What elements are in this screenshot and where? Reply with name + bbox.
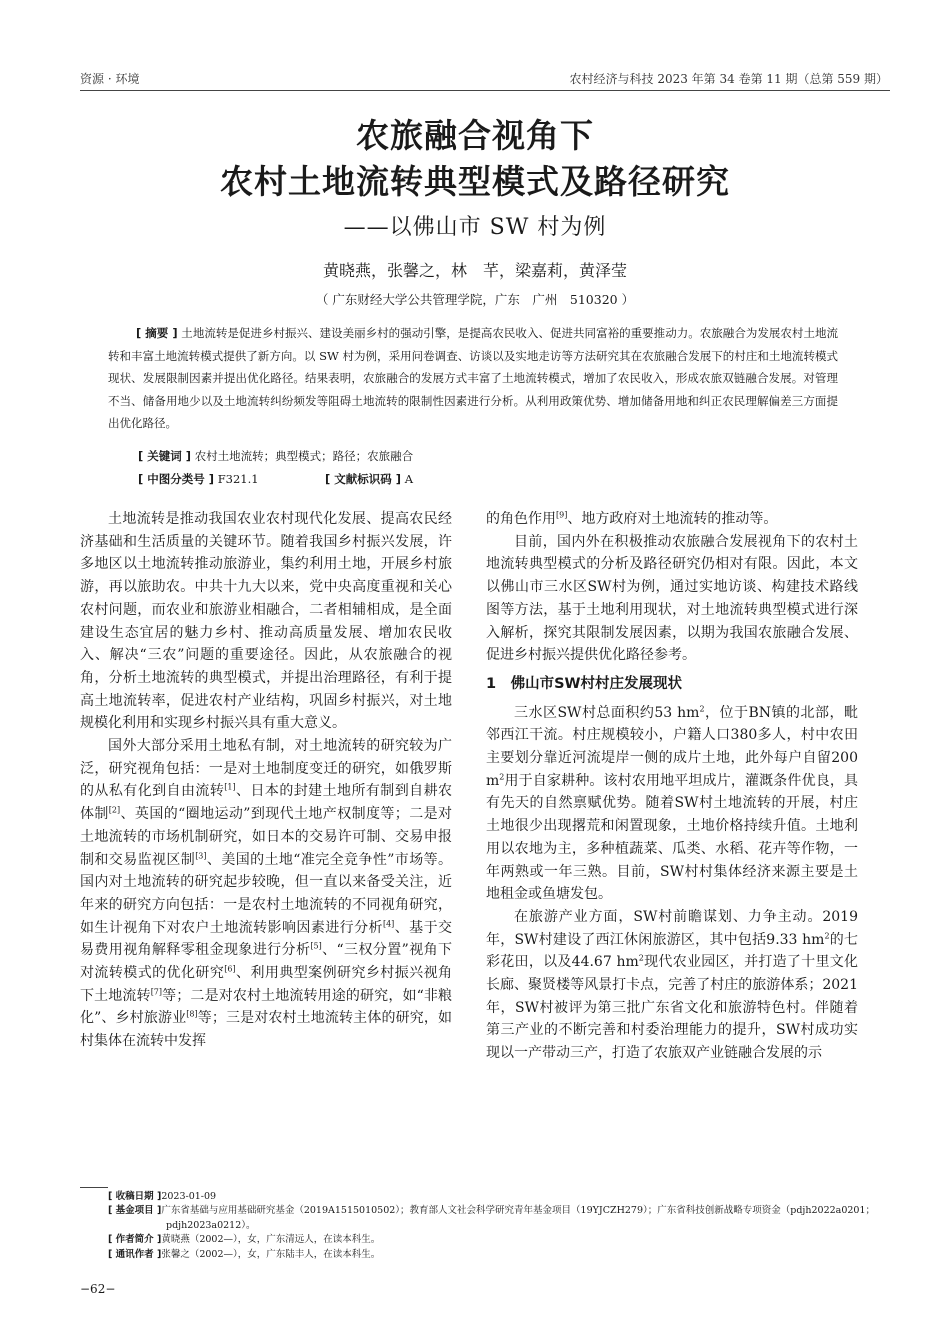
running-header-section: 资源 · 环境 xyxy=(80,72,140,86)
classification-label: [ 中图分类号 ] xyxy=(138,472,215,486)
paragraph-intro: 土地流转是推动我国农业农村现代化发展、提高农民经济基础和生活质量的关键环节。随着我国乡村振兴发展，许多地区以土地流转推动旅游业，集约利用土地，开展乡村旅游，再以旅助农。中共十九大以来，党中央高度重视和关心农村问题，而农业和旅游业相融合，二者相辅相成，是全面建设生态宜居的魅力乡村、推动高质量发展、增加农民收入、解决“三农”问题的重要途径。因此，从农旅融合的视角，分析土地流转的典型模式，并提出治理路径，有利于提高土地流转率，促进农村产业结构，巩固乡村振兴，对土地规模化利用和实现乡村振兴具有重大意义。 xyxy=(80,511,452,732)
subtitle: ——以佛山市 SW 村为例 xyxy=(343,215,607,240)
authors: 黄晓燕，张馨之，林 芊，梁嘉莉，黄泽莹 xyxy=(322,261,627,280)
body-column-left xyxy=(80,508,452,1053)
abstract-label: [ 摘要 ] xyxy=(136,326,178,340)
footnote-author: [ 作者简介 ]黄晓燕（2002—），女，广东清远人，在读本科生。 xyxy=(108,1234,381,1246)
citation: [9] xyxy=(556,510,568,520)
classification xyxy=(138,471,259,487)
affiliation: （ 广东财经大学公共管理学院，广东 广州 510320 ） xyxy=(315,292,635,307)
paragraph-village-overview: 三水区SW村总面积约53 $hm^2$，位于BN镇的北部，毗邻西江干流。村庄规模较小，户籍人口380多人，村中农田主要划分靠近河流堤岸一侧的成片土地，此外每户自留200 $m^2$用于自家耕种。该村农用地平坦成片，灌溉条件优良，具有先天的自然禀赋优势。随着SW村土地流转的开展，村庄土地很少出现撂荒和闲置现象，土地价格持续升值。土地利用以农地为主，多种植蔬菜、瓜类、水稻、花卉等作物，一年两熟或一年三熟。目前，SW村村集体经济来源主要是土地租金或鱼塘发包。 xyxy=(486,703,858,903)
citation: [7] xyxy=(150,987,163,997)
classification-value: F321.1 xyxy=(217,472,259,486)
section-heading-1: 1 佛山市SW村村庄发展现状 xyxy=(486,675,683,692)
keywords-text: 农村土地流转；典型模式；路径；农旅融合 xyxy=(194,449,414,463)
document-code-value: A xyxy=(404,472,413,486)
document-code-label: [ 文献标识码 ] xyxy=(325,472,402,486)
paragraph-continued: 的角色作用[9]、地方政府对土地流转的推动等。 xyxy=(486,510,778,527)
citation: [3] xyxy=(195,850,207,860)
title-line-1: 农旅融合视角下 xyxy=(356,116,594,155)
keywords-label: [ 关键词 ] xyxy=(138,449,192,463)
citation: [1] xyxy=(224,782,236,792)
footnotes xyxy=(108,1190,888,1262)
paragraph-research-gap: 目前，国内外在积极推动农旅融合发展视角下的农村土地流转典型模式的分析及路径研究仍相对有限。因此，本文以佛山市三水区SW村为例，通过实地访谈、构建技术路线图等方法，基于土地利用现状，对土地流转典型模式进行深入解析，探究其限制发展因素，以期为我国农旅融合发展、促进乡村振兴提供优化路径参考。 xyxy=(486,533,858,664)
abstract-text: 土地流转是促进乡村振兴、建设美丽乡村的强动引擎，是提高农民收入、促进共同富裕的重要推动力。农旅融合为发展农村土地流转和丰富土地流转模式提供了新方向。以 SW 村为例，采用问卷调查、访谈以及实地走访等方法研究其在农旅融合发展下的村庄和土地流转模式现状、发展限制因素并提出优化路径。结果表明，农旅融合的发展方式丰富了土地流转模式，增加了农民收入，形成农旅双链融合发展。对管理不当、储备用地少以及土地流转纠纷频发等阻碍土地流转的限制性因素进行分析。从利用政策优势、增加储备用地和纠正农民理解偏差三方面提出优化路径。 xyxy=(108,326,838,430)
citation: [5] xyxy=(310,941,322,951)
citation: [4] xyxy=(382,919,395,928)
page-number: −62− xyxy=(80,1282,116,1296)
abstract xyxy=(108,322,838,435)
citation: [8] xyxy=(186,1009,198,1019)
footnote-fund: [ 基金项目 ]广东省基础与应用基础研究基金（2019A1515010502）；教育部人文社会科学研究青年基金项目（19YJCZH279）；广东省科技创新战略专项资金（pdjh2022a0201；pdjh2023a0212）。 xyxy=(108,1205,875,1231)
document-code xyxy=(325,471,413,487)
footnote-corresponding: [ 通讯作者 ]张馨之（2002—），女，广东陆丰人，在读本科生。 xyxy=(108,1248,381,1260)
header-rule xyxy=(80,90,890,91)
citation: [2] xyxy=(108,805,121,815)
footnote-received: [ 收稿日期 ]2023-01-09 xyxy=(108,1191,217,1202)
citation: [6] xyxy=(224,964,236,974)
body-column-right xyxy=(486,508,858,1065)
paragraph-literature: 国外大部分采用土地私有制，对土地流转的研究较为广泛，研究视角包括：一是对土地制度变迁的研究，如俄罗斯的从私有化到自由流转[1]、日本的封建土地所有制到自耕农体制[2]、英国的“圈地运动”到现代土地产权制度等；二是对土地流转的市场机制研究，如日本的交易许可制、交易申报制和交易监视区制[3]、美国的土地“准完全竞争性”市场等。国内对土地流转的研究起步较晚，但一直以来备受关注，近年来的研究方向包括：一是农村土地流转的不同视角研究，如生计视角下对农户土地流转影响因素进行分析[4]、基于交易费用视角解释零租金现象进行分析[5]、“三权分置”视角下对流转模式的优化研究[6]、利用典型案例研究乡村振兴视角下土地流转[7]等；二是对农村土地流转用途的研究，如“非粮化”、乡村旅游业[8]等；三是对农村土地流转主体的研究，如村集体在流转中发挥 xyxy=(80,738,453,1050)
paragraph-tourism: 在旅游产业方面，SW村前瞻谋划、力争主动。2019年，SW村建设了西江休闲旅游区，其中包括9.33 $hm^2$的七彩花田，以及44.67 $hm^2$现代农业园区，并打造了十里文化长廊、聚贤楼等风景打卡点，完善了村庄的旅游体系；2021年，SW村被评为第三批广东省文化和旅游特色村。伴随着第三产业的不断完善和村委治理能力的提升，SW村成功实现以一产带动三产，打造了农旅双产业链融合发展的示 xyxy=(486,908,859,1062)
footnote-rule xyxy=(80,1187,108,1188)
title-line-2: 农村土地流转典型模式及路径研究 xyxy=(220,162,730,201)
keywords xyxy=(138,448,413,464)
running-header-journal: 农村经济与科技 2023 年第 34 卷第 11 期（总第 559 期） xyxy=(569,72,888,86)
